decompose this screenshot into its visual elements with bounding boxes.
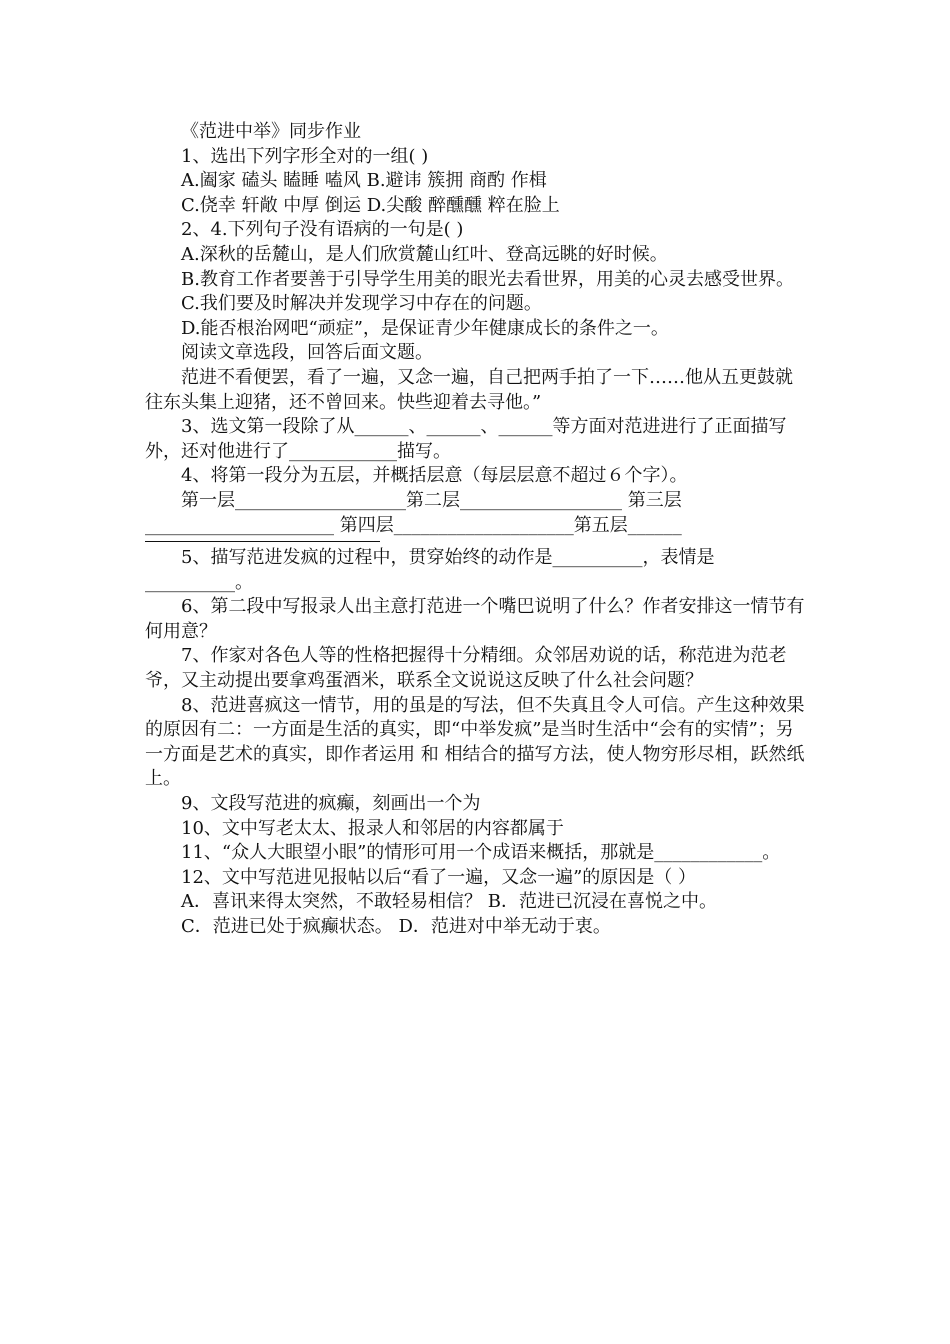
question-2-option-b: B.教育工作者要善于引导学生用美的眼光去看世界，用美的心灵去感受世界。 <box>181 268 794 290</box>
question-2: 2、4.下列句子没有语病的一句是( ) <box>181 219 464 241</box>
question-10: 10、文中写老太太、报录人和邻居的内容都属于 <box>181 817 564 839</box>
question-2-option-c: C.我们要及时解决并发现学习中存在的问题。 <box>181 293 542 315</box>
question-7: 7、作家对各色人等的性格把握得十分精细。众邻居劝说的话，称范进为范老爷，又主动提出要拿鸡蛋酒米，联系全文说说这反映了什么社会问题？ <box>145 645 787 692</box>
question-2-option-d: D.能否根治网吧“顽症”，是保证青少年健康成长的条件之一。 <box>181 317 669 339</box>
question-1-options-cd: C.侥幸 轩敞 中厚 倒运 D.尖酸 醉醺醺 粹在脸上 <box>181 194 560 216</box>
question-1-options-ab: A.阖家 磕头 瞌睡 嗑风 B.避讳 簇拥 商酌 作楫 <box>181 170 547 192</box>
question-12: 12、文中写范进见报帖以后“看了一遍，又念一遍”的原因是（ ） <box>181 866 697 888</box>
question-9: 9、文段写范进的疯癫，刻画出一个为 <box>181 793 481 815</box>
doc-title: 《范进中举》同步作业 <box>181 121 361 142</box>
question-5: 5、描写范进发疯的过程中，贯穿始终的动作是__________，表情是__________。 <box>145 547 715 593</box>
reading-intro: 阅读文章选段，回答后面文题。 <box>181 342 433 364</box>
question-4-layers: 第一层___________________第二层__________________ 第三层_____________________ 第四层____________________第五层______ <box>145 489 682 536</box>
question-6: 6、第二段中写报录人出主意打范进一个嘴巴说明了什么？作者安排这一情节有何用意？ <box>145 596 805 642</box>
passage: 范进不看便罢，看了一遍，又念一遍，自己把两手拍了一下……他从五更鼓就往东头集上迎猪，还不曾回来。快些迎着去寻他。” <box>145 366 793 413</box>
question-8: 8、范进喜疯这一情节，用的虽是的写法，但不失真且令人可信。产生这种效果的原因有二：一方面是生活的真实，即“中举发疯”是当时生活中“会有的实情”；另一方面是艺术的真实，即作者运用 和 相结合的描写方法，使人物穷形尽相，跃然纸上。 <box>145 694 805 790</box>
question-12-options-ab: A．喜讯来得太突然，不敢轻易相信？ B．范进已沉浸在喜悦之中。 <box>181 891 717 913</box>
question-12-options-cd: C．范进已处于疯癫状态。 D．范进对中举无动于衷。 <box>181 916 611 937</box>
document-page <box>145 120 810 940</box>
question-1: 1、选出下列字形全对的一组( ) <box>181 145 429 167</box>
question-2-option-a: A.深秋的岳麓山，是人们欣赏麓山红叶、登高远眺的好时候。 <box>181 243 668 265</box>
question-3: 3、选文第一段除了从______、______、______等方面对范进进行了正面描写外，还对他进行了____________描写。 <box>145 416 787 462</box>
question-11: 11、“众人大眼望小眼”的情形可用一个成语来概括，那就是____________。 <box>181 842 781 864</box>
answer-line <box>145 541 380 542</box>
question-4: 4、将第一段分为五层，并概括层意（每层层意不超过６个字）。 <box>181 465 688 487</box>
